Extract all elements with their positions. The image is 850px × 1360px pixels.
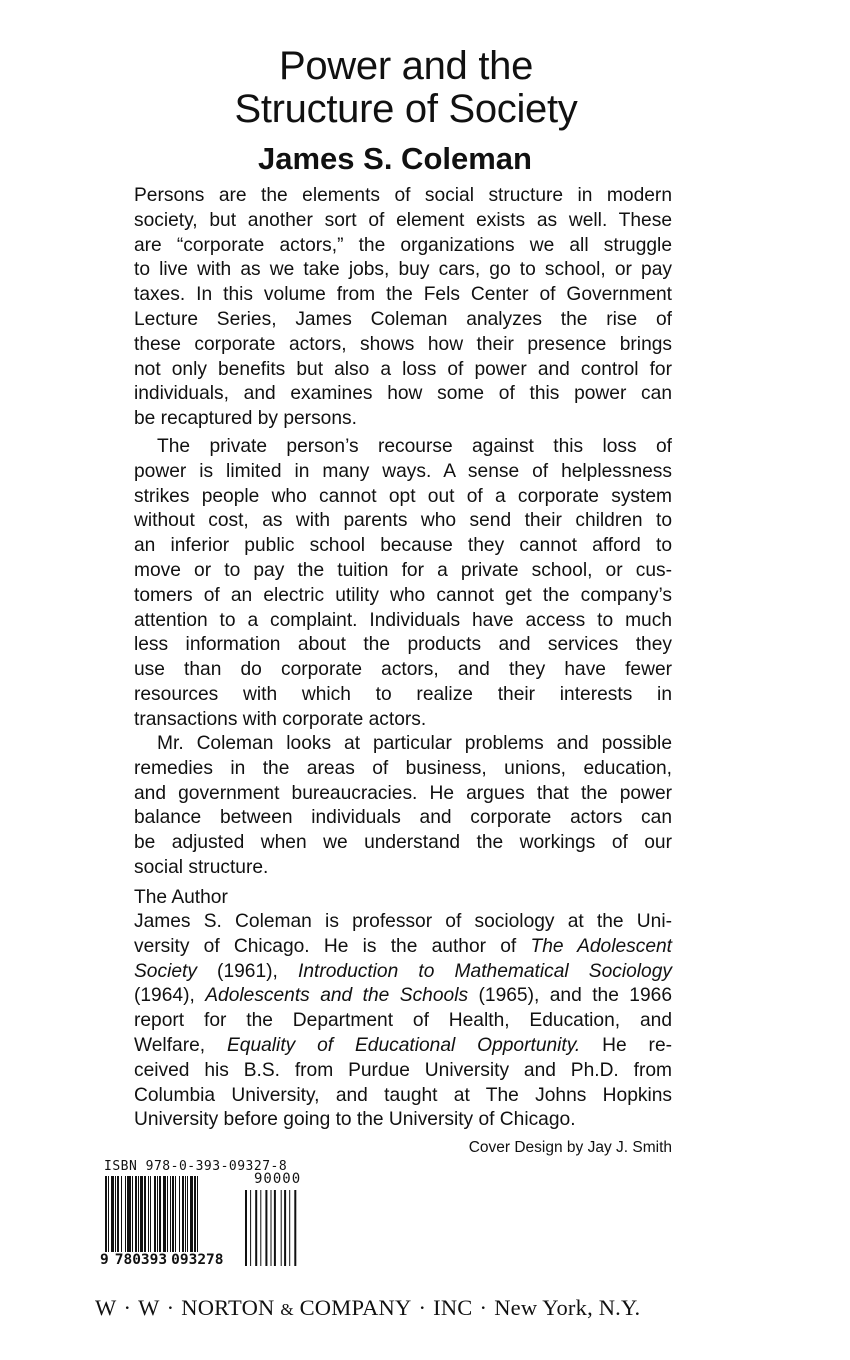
barcode-bar bbox=[115, 1176, 116, 1252]
bio-line: James S. Coleman is professor of sociology at the Uni- bbox=[134, 911, 672, 932]
barcode-bar bbox=[108, 1176, 109, 1252]
barcode-bar bbox=[179, 1176, 180, 1252]
addon-bar bbox=[281, 1190, 282, 1266]
text-line: tomers of an electric utility who cannot get the company’s bbox=[134, 584, 672, 606]
addon-bar bbox=[274, 1190, 276, 1266]
text-line: taxes. In this volume from the Fels Center of Government bbox=[134, 284, 672, 306]
text-line: be adjusted when we understand the workings of our bbox=[134, 832, 672, 854]
ean-group-1: 780393 bbox=[114, 1252, 168, 1268]
barcode-bar bbox=[150, 1176, 151, 1252]
text-line: transactions with corporate actors. bbox=[134, 708, 427, 730]
barcode-bar bbox=[135, 1176, 137, 1252]
barcode-bar bbox=[182, 1176, 184, 1252]
bio-line: (1964), Adolescents and the Schools (1965), and the 1966 bbox=[134, 985, 672, 1007]
text-line: are “corporate actors,” the organizations we all struggle bbox=[134, 234, 672, 256]
publisher-part: W bbox=[95, 1295, 117, 1320]
addon-bar bbox=[255, 1190, 257, 1266]
publisher-part: New York, N.Y. bbox=[494, 1295, 641, 1320]
barcode-bar bbox=[121, 1176, 122, 1252]
barcode-bar bbox=[117, 1176, 119, 1252]
barcode-bar bbox=[175, 1176, 176, 1252]
text-line: these corporate actors, shows how their presence brings bbox=[134, 333, 672, 355]
book-title-reference: The Adolescent bbox=[530, 935, 673, 957]
book-title-reference: Adolescents and the Schools bbox=[205, 985, 469, 1007]
text-line: be recaptured by persons. bbox=[134, 408, 357, 430]
book-title-reference: Society bbox=[134, 960, 197, 982]
addon-bar bbox=[271, 1190, 272, 1266]
ean-digits bbox=[100, 1252, 224, 1268]
description-paragraph-1 bbox=[134, 184, 672, 432]
bio-line: Columbia University, and taught at The Johns Hopkins bbox=[134, 1084, 672, 1106]
barcode-bar bbox=[197, 1176, 198, 1252]
text-line: without cost, as with parents who send their children to bbox=[134, 510, 672, 532]
text-line: remedies in the areas of business, unions, education, bbox=[134, 757, 672, 779]
barcode-bar bbox=[111, 1176, 114, 1252]
bullet-separator: · bbox=[166, 1295, 175, 1320]
text-line: not only benefits but also a loss of power and control for bbox=[134, 358, 672, 380]
bio-line: ceived his B.S. from Purdue University and Ph.D. from bbox=[134, 1059, 672, 1081]
text-line: balance between individuals and corporate actors can bbox=[134, 807, 672, 829]
text-line: and government bureaucracies. He argues that the power bbox=[134, 782, 672, 804]
barcode-bar bbox=[163, 1176, 166, 1252]
publisher-part: & bbox=[280, 1300, 294, 1319]
text-line: less information about the products and services they bbox=[134, 634, 672, 656]
addon-bar bbox=[294, 1190, 296, 1266]
barcode-bar bbox=[144, 1176, 146, 1252]
about-author-heading: The Author bbox=[134, 887, 228, 908]
barcode-bar bbox=[172, 1176, 174, 1252]
barcode-bar bbox=[140, 1176, 143, 1252]
book-title-line-1: Power and the bbox=[278, 44, 534, 88]
barcode-bar bbox=[194, 1176, 196, 1252]
barcode-bar bbox=[190, 1176, 193, 1252]
text-line: Persons are the elements of social structure in modern bbox=[134, 185, 672, 206]
description-paragraph-2 bbox=[134, 435, 672, 733]
barcode-bar bbox=[138, 1176, 139, 1252]
barcode-bar bbox=[185, 1176, 186, 1252]
publisher-part: NORTON bbox=[181, 1295, 275, 1320]
barcode-bar bbox=[125, 1176, 126, 1252]
isbn-label: ISBN 978-0-393-09327-8 bbox=[104, 1159, 288, 1174]
publisher-imprint bbox=[95, 1294, 735, 1324]
addon-bar bbox=[245, 1190, 247, 1266]
text-line: power is limited in many ways. A sense of helplessness bbox=[134, 460, 672, 482]
book-title-reference: Introduction to Mathematical Sociology bbox=[298, 960, 672, 982]
addon-bar bbox=[289, 1190, 290, 1266]
text-line: to live with as we take jobs, buy cars, go to school, or pay bbox=[134, 259, 672, 281]
text-line: The private person’s recourse against this loss of bbox=[157, 436, 672, 457]
bio-line: Welfare, Equality of Educational Opportunity. He re- bbox=[134, 1034, 673, 1056]
bio-line: Society (1961), Introduction to Mathematical Sociology bbox=[134, 960, 672, 982]
barcode-bar bbox=[170, 1176, 171, 1252]
description-paragraph-3 bbox=[134, 732, 672, 881]
text-line: move or to pay the tuition for a private school, or cus- bbox=[134, 559, 672, 581]
addon-bar bbox=[250, 1190, 251, 1266]
cover-design-credit: Cover Design by Jay J. Smith bbox=[468, 1139, 672, 1156]
publisher-part: INC bbox=[433, 1295, 473, 1320]
ean-first-digit: 9 bbox=[100, 1252, 109, 1268]
text-line: Lecture Series, James Coleman analyzes the rise of bbox=[134, 308, 672, 330]
text-line: attention to a complaint. Individuals have access to much bbox=[134, 609, 672, 631]
text-line: individuals, and examines how some of this power can bbox=[134, 383, 672, 405]
barcode-bar bbox=[105, 1176, 107, 1252]
bio-line: report for the Department of Health, Education, and bbox=[134, 1010, 672, 1032]
text-line: resources with which to realize their interests in bbox=[134, 683, 672, 705]
bullet-separator: · bbox=[418, 1295, 427, 1320]
barcode-bar bbox=[148, 1176, 149, 1252]
addon-bar bbox=[265, 1190, 267, 1266]
text-line: Mr. Coleman looks at particular problems and possible bbox=[157, 733, 672, 754]
author-bio bbox=[134, 910, 672, 1133]
book-title-reference: Equality of Educational Opportunity. bbox=[226, 1034, 581, 1056]
text-line: social structure. bbox=[134, 856, 269, 878]
bio-line: versity of Chicago. He is the author of The Adolescent bbox=[134, 935, 673, 957]
publisher-part: COMPANY bbox=[299, 1295, 412, 1320]
book-title-line-2: Structure of Society bbox=[234, 87, 578, 131]
barcode-bar bbox=[167, 1176, 168, 1252]
barcode-bar bbox=[127, 1176, 131, 1252]
bio-line: University before going to the University of Chicago. bbox=[134, 1109, 576, 1131]
author-name: James S. Coleman bbox=[258, 141, 532, 176]
addon-bar bbox=[260, 1190, 261, 1266]
addon-bar bbox=[284, 1190, 286, 1266]
price-code: 90000 bbox=[254, 1171, 302, 1187]
text-line: an inferior public school because they cannot afford to bbox=[134, 535, 672, 557]
isbn-barcode bbox=[100, 1160, 315, 1275]
text-line: strikes people who cannot opt out of a corporate system bbox=[134, 485, 672, 507]
text-line: society, but another sort of element exists as well. These bbox=[134, 209, 672, 231]
barcode-bar bbox=[154, 1176, 156, 1252]
barcode-bar bbox=[132, 1176, 133, 1252]
barcode-bar bbox=[157, 1176, 158, 1252]
bullet-separator: · bbox=[479, 1295, 488, 1320]
barcode-bar bbox=[159, 1176, 161, 1252]
bullet-separator: · bbox=[123, 1295, 132, 1320]
barcode-bar bbox=[187, 1176, 188, 1252]
ean-group-2: 093278 bbox=[171, 1252, 224, 1268]
publisher-part: W bbox=[138, 1295, 160, 1320]
text-line: use than do corporate actors, and they have fewer bbox=[134, 659, 672, 681]
